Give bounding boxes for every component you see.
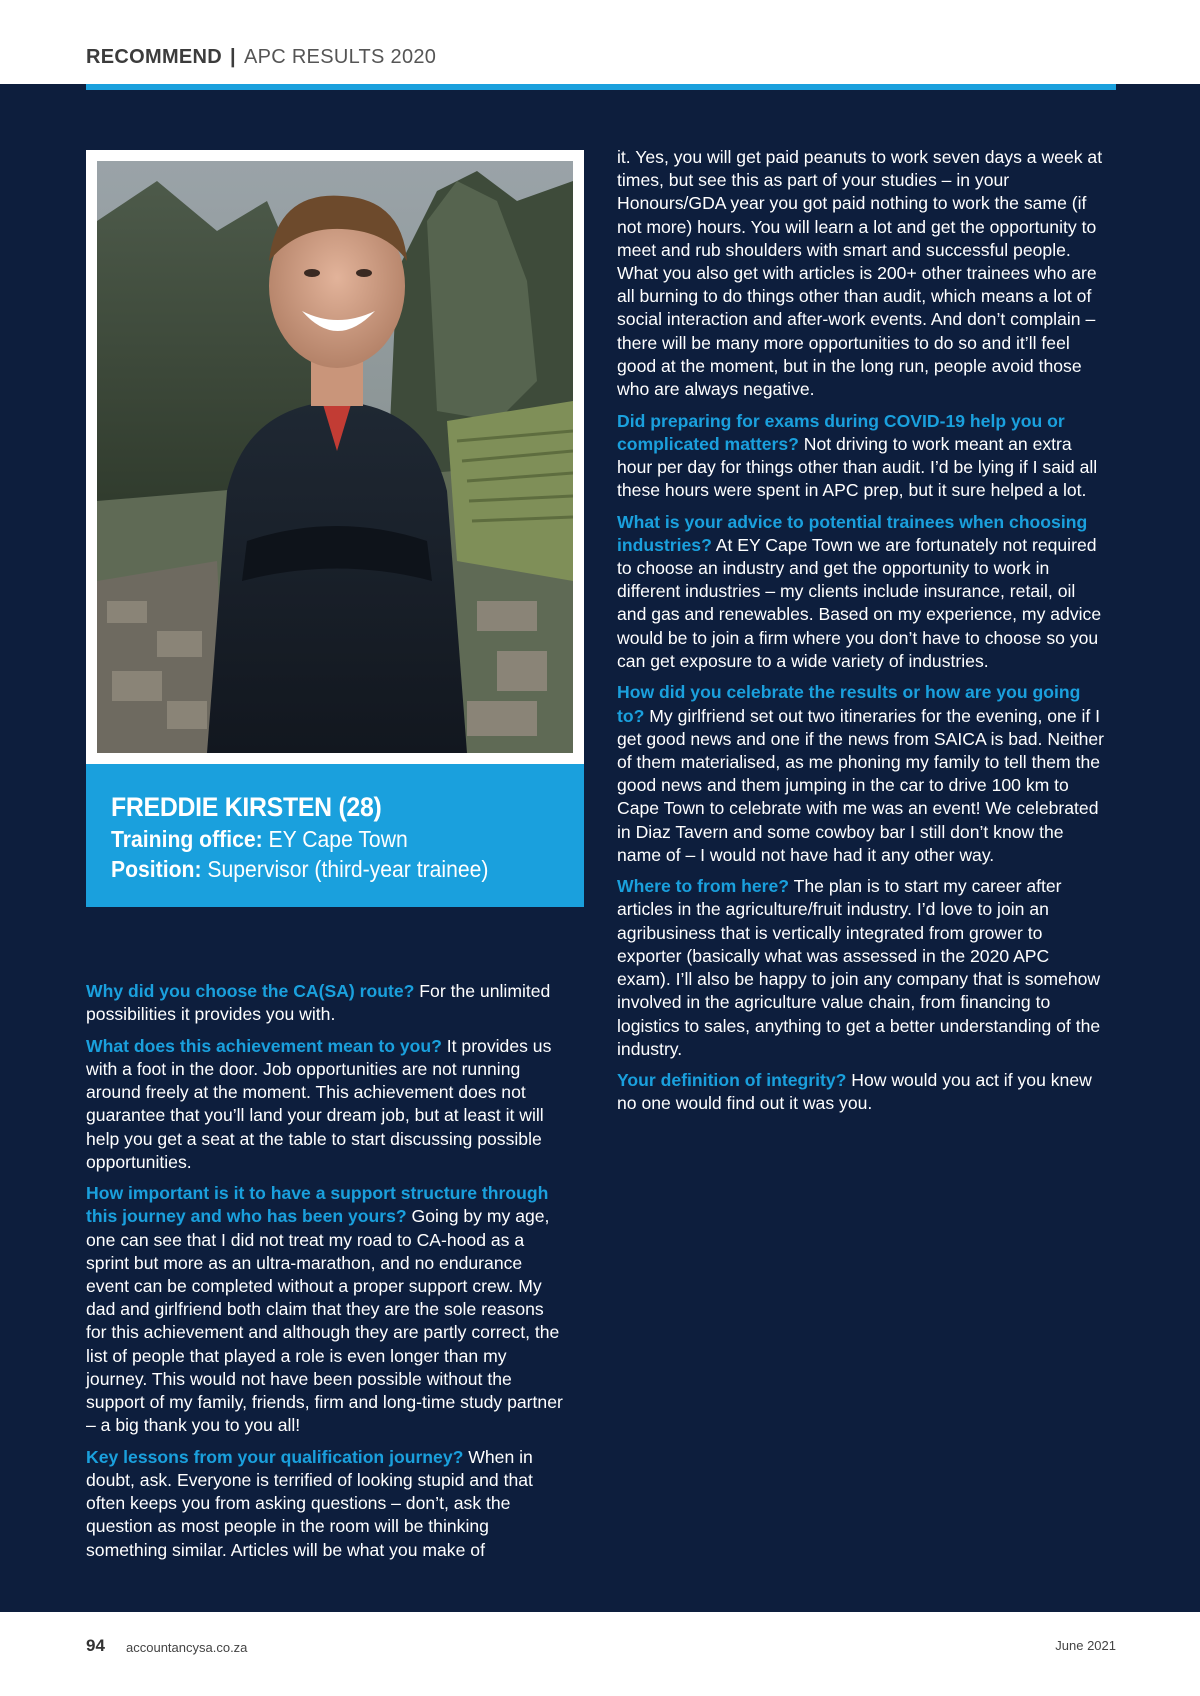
- page-number: 94: [86, 1636, 105, 1655]
- qa-paragraph: [617, 681, 1105, 867]
- question: How important is it to have a support structure through this journey and who has been yours?: [86, 1183, 549, 1227]
- question: Why did you choose the CA(SA) route?: [86, 981, 415, 1001]
- qa-paragraph: [86, 1035, 568, 1174]
- header-separator: |: [230, 46, 236, 68]
- answer: it. Yes, you will get paid peanuts to work seven days a week at times, but see this as part of your studies – in your Honours/GDA year you got paid nothing to work the same (if not more) hours. You will learn a lot and get the opportunity to meet and rub shoulders with smart and successful people. What you also get with articles is 200+ other trainees who are all burning to do things other than audit, which means a lot of social interaction and after-work events. And don’t complain – there will be many more opportunities to do so and it’ll feel good at the moment, but in the long run, people avoid those who are always negative.: [617, 147, 1103, 400]
- question: What is your advice to potential trainees when choosing industries?: [617, 511, 1088, 555]
- website-link: accountancysa.co.za: [126, 1640, 248, 1655]
- qa-paragraph: [617, 410, 1105, 503]
- answer: The plan is to start my career after articles in the agriculture/fruit industry. I’d love to join an agribusiness that is vertically integrated from grower to exporter (basically what was assessed in the 2020 APC exam). I’ll also be happy to join any company that is somehow involved in the agriculture value chain, from financing to logistics to sales, anything to get a better understanding of the industry.: [617, 876, 1101, 1059]
- left-column: [86, 980, 568, 1570]
- answer: Going by my age, one can see that I did not treat my road to CA-hood as a sprint but more as an ultra-marathon, and no endurance event can be completed without a proper support crew. My dad and girlfriend both claim that they are the sole reasons for this achievement and although they are partly correct, the list of people that played a role is even longer than my journey. This would not have been possible without the support of my family, friends, firm and long-time study partner – a big thank you to you all!: [86, 1206, 563, 1436]
- question: How did you celebrate the results or how are you going to?: [617, 682, 1081, 726]
- answer: At EY Cape Town we are fortunately not required to choose an industry and get the opportunity to work in different industries – my clients include insurance, retail, oil and gas and renewables. Based on my experience, my advice would be to join a firm where you don’t have to choose so you can get exposure to a wide variety of industries.: [617, 534, 1102, 671]
- qa-paragraph: [617, 146, 1105, 401]
- position-value: Supervisor (third-year trainee): [207, 856, 489, 882]
- answer: It provides us with a foot in the door. Job opportunities are not running around freely at the moment. This achievement does not guarantee that you’ll land your dream job, but at least it will help you get a seat at the table to start discussing possible opportunities.: [86, 1035, 552, 1172]
- person-name: FREDDIE KIRSTEN (28): [111, 792, 382, 822]
- portrait-photo: [97, 161, 573, 753]
- training-office-line: [111, 824, 546, 854]
- answer: Not driving to work meant an extra hour per day for things other than audit. I’d be lying if I said all these hours were spent in APC prep, but it sure helped a lot.: [617, 433, 1098, 501]
- question: Did preparing for exams during COVID-19 help you or complicated matters?: [617, 410, 1065, 454]
- question: Your definition of integrity?: [617, 1070, 847, 1091]
- qa-paragraph: [617, 875, 1105, 1061]
- answer: For the unlimited possibilities it provides you with.: [86, 981, 551, 1025]
- photo-frame: [86, 150, 584, 764]
- issue-date: June 2021: [1055, 1638, 1116, 1653]
- answer: My girlfriend set out two itineraries for the evening, one if I get good news and one if the news from SAICA is bad. Neither of them materialised, as me phoning my family to tell them the good news and them jumping in the car to drive 100 km to Cape Town to celebrate with me was an event! We celebrated in Diaz Tavern and some cowboy bar I still don’t know the name of – I would not have had it any other way.: [617, 705, 1105, 865]
- qa-paragraph: [86, 1446, 568, 1562]
- answer: When in doubt, ask. Everyone is terrified of looking stupid and that often keeps you from asking questions – don’t, ask the question as most people in the room will be thinking something similar. Articles will be what you make of: [86, 1446, 533, 1560]
- answer: How would you act if you knew no one would find out it was you.: [617, 1070, 1092, 1114]
- header-rule: [86, 84, 1116, 90]
- right-column: [617, 146, 1105, 1124]
- training-office-value: EY Cape Town: [268, 826, 408, 852]
- question: What does this achievement mean to you?: [86, 1035, 442, 1056]
- qa-paragraph: [617, 511, 1105, 673]
- question: Key lessons from your qualification journey?: [86, 1446, 464, 1467]
- training-office-label: Training office:: [111, 826, 263, 852]
- qa-paragraph: [86, 1182, 568, 1437]
- qa-paragraph: [86, 980, 568, 1026]
- page-header: [0, 0, 1200, 84]
- profile-card: [86, 764, 584, 907]
- running-header: [86, 46, 436, 69]
- question: Where to from here?: [617, 876, 790, 897]
- position-label: Position:: [111, 856, 202, 882]
- position-line: [111, 854, 546, 884]
- qa-paragraph: [617, 1069, 1105, 1115]
- section-label: RECOMMEND: [86, 46, 223, 68]
- section-subtitle: APC RESULTS 2020: [243, 46, 437, 68]
